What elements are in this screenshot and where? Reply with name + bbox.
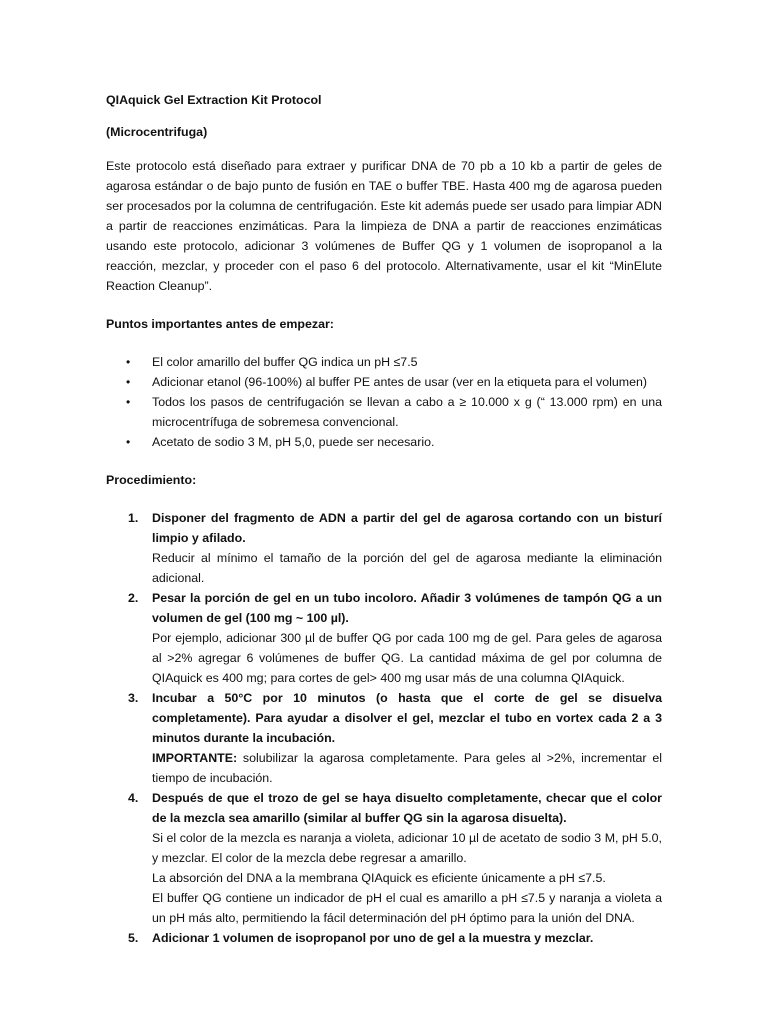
step-note: La absorción del DNA a la membrana QIAquick es eficiente únicamente a pH ≤7.5.: [152, 871, 606, 885]
important-points-heading: Puntos importantes antes de empezar:: [106, 317, 334, 331]
important-points-list: [106, 352, 662, 452]
step-note: El buffer QG contiene un indicador de pH el cual es amarillo a pH ≤7.5 y naranja a violeta a un pH más alto, permitiendo la fácil determinación del pH óptimo para la unión del DNA.: [152, 891, 662, 925]
bullet-item: [106, 352, 662, 372]
bullet-item: [106, 392, 662, 432]
step-note-important: [152, 748, 662, 788]
bullet-icon: •: [126, 395, 131, 409]
step-heading: Después de que el trozo de gel se haya disuelto completamente, checar que el color de la mezcla sea amarillo (similar al buffer QG sin la agarosa disuelta).: [152, 791, 662, 825]
step-note: Si el color de la mezcla es naranja a violeta, adicionar 10 µl de acetato de sodio 3 M, pH 5.0, y mezclar. El color de la mezcla debe regresar a amarillo.: [152, 831, 662, 865]
step-number: 4.: [128, 791, 139, 805]
procedure-step-4: [106, 788, 662, 928]
step-number: 2.: [128, 591, 139, 605]
bullet-icon: •: [126, 375, 131, 389]
procedure-step-2: [106, 588, 662, 688]
step-heading: Disponer del fragmento de ADN a partir del gel de agarosa cortando con un bisturí limpio y afilado.: [152, 511, 662, 545]
step-heading: Pesar la porción de gel en un tubo incoloro. Añadir 3 volúmenes de tampón QG a un volumen de gel (100 mg ~ 100 µl).: [152, 591, 662, 625]
bullet-item: [106, 432, 662, 452]
procedure-step-5: [106, 928, 662, 948]
document-title: QIAquick Gel Extraction Kit Protocol: [106, 93, 322, 107]
procedure-step-1: [106, 508, 662, 588]
bullet-item: [106, 372, 662, 392]
document-page: [106, 90, 662, 948]
procedure-heading: Procedimiento:: [106, 473, 197, 487]
procedure-step-3: [106, 688, 662, 788]
step-note: Por ejemplo, adicionar 300 µl de buffer QG por cada 100 mg de gel. Para geles de agarosa al >2% agregar 6 volúmenes de buffer QG. La cantidad máxima de gel por columna de QIAquick es 400 mg; para cortes de gel> 400 mg usar más de una columna QIAquick.: [152, 631, 662, 685]
procedure-steps: [106, 508, 662, 948]
step-number: 3.: [128, 691, 139, 705]
document-subtitle: (Microcentrifuga): [106, 125, 208, 139]
step-note: Reducir al mínimo el tamaño de la porción del gel de agarosa mediante la eliminación adicional.: [152, 551, 662, 585]
bullet-icon: •: [126, 435, 131, 449]
bullet-text: Todos los pasos de centrifugación se llevan a cabo a ≥ 10.000 x g (“ 13.000 rpm) en una microcentrífuga de sobremesa convencional.: [152, 395, 662, 429]
bullet-text: Acetato de sodio 3 M, pH 5,0, puede ser necesario.: [152, 435, 435, 449]
bullet-icon: •: [126, 355, 131, 369]
bullet-text: Adicionar etanol (96-100%) al buffer PE antes de usar (ver en la etiqueta para el volumen): [152, 375, 647, 389]
step-heading: Incubar a 50°C por 10 minutos (o hasta que el corte de gel se disuelva completamente). Para ayudar a disolver el gel, mezclar el tubo en vortex cada 2 a 3 minutos durante la incubación.: [152, 691, 662, 745]
step-heading: Adicionar 1 volumen de isopropanol por uno de gel a la muestra y mezclar.: [152, 931, 594, 945]
intro-paragraph: Este protocolo está diseñado para extraer y purificar DNA de 70 pb a 10 kb a partir de geles de agarosa estándar o de bajo punto de fusión en TAE o buffer TBE. Hasta 400 mg de agarosa pueden ser procesados por la columna de centrifugación. Este kit además puede ser usado para limpiar ADN a partir de reacciones enzimáticas. Para la limpieza de DNA a partir de reacciones enzimáticas usando este protocolo, adicionar 3 volúmenes de Buffer QG y 1 volumen de isopropanol a la reacción, mezclar, y proceder con el paso 6 del protocolo. Alternativamente, usar el kit “MinElute Reaction Cleanup”.: [106, 159, 662, 293]
step-number: 1.: [128, 511, 139, 525]
important-label: IMPORTANTE:: [152, 751, 238, 765]
step-number: 5.: [128, 931, 139, 945]
important-text: solubilizar la agarosa completamente. Para geles al >2%, incrementar el tiempo de incubación.: [152, 751, 662, 785]
bullet-text: El color amarillo del buffer QG indica un pH ≤7.5: [152, 355, 418, 369]
